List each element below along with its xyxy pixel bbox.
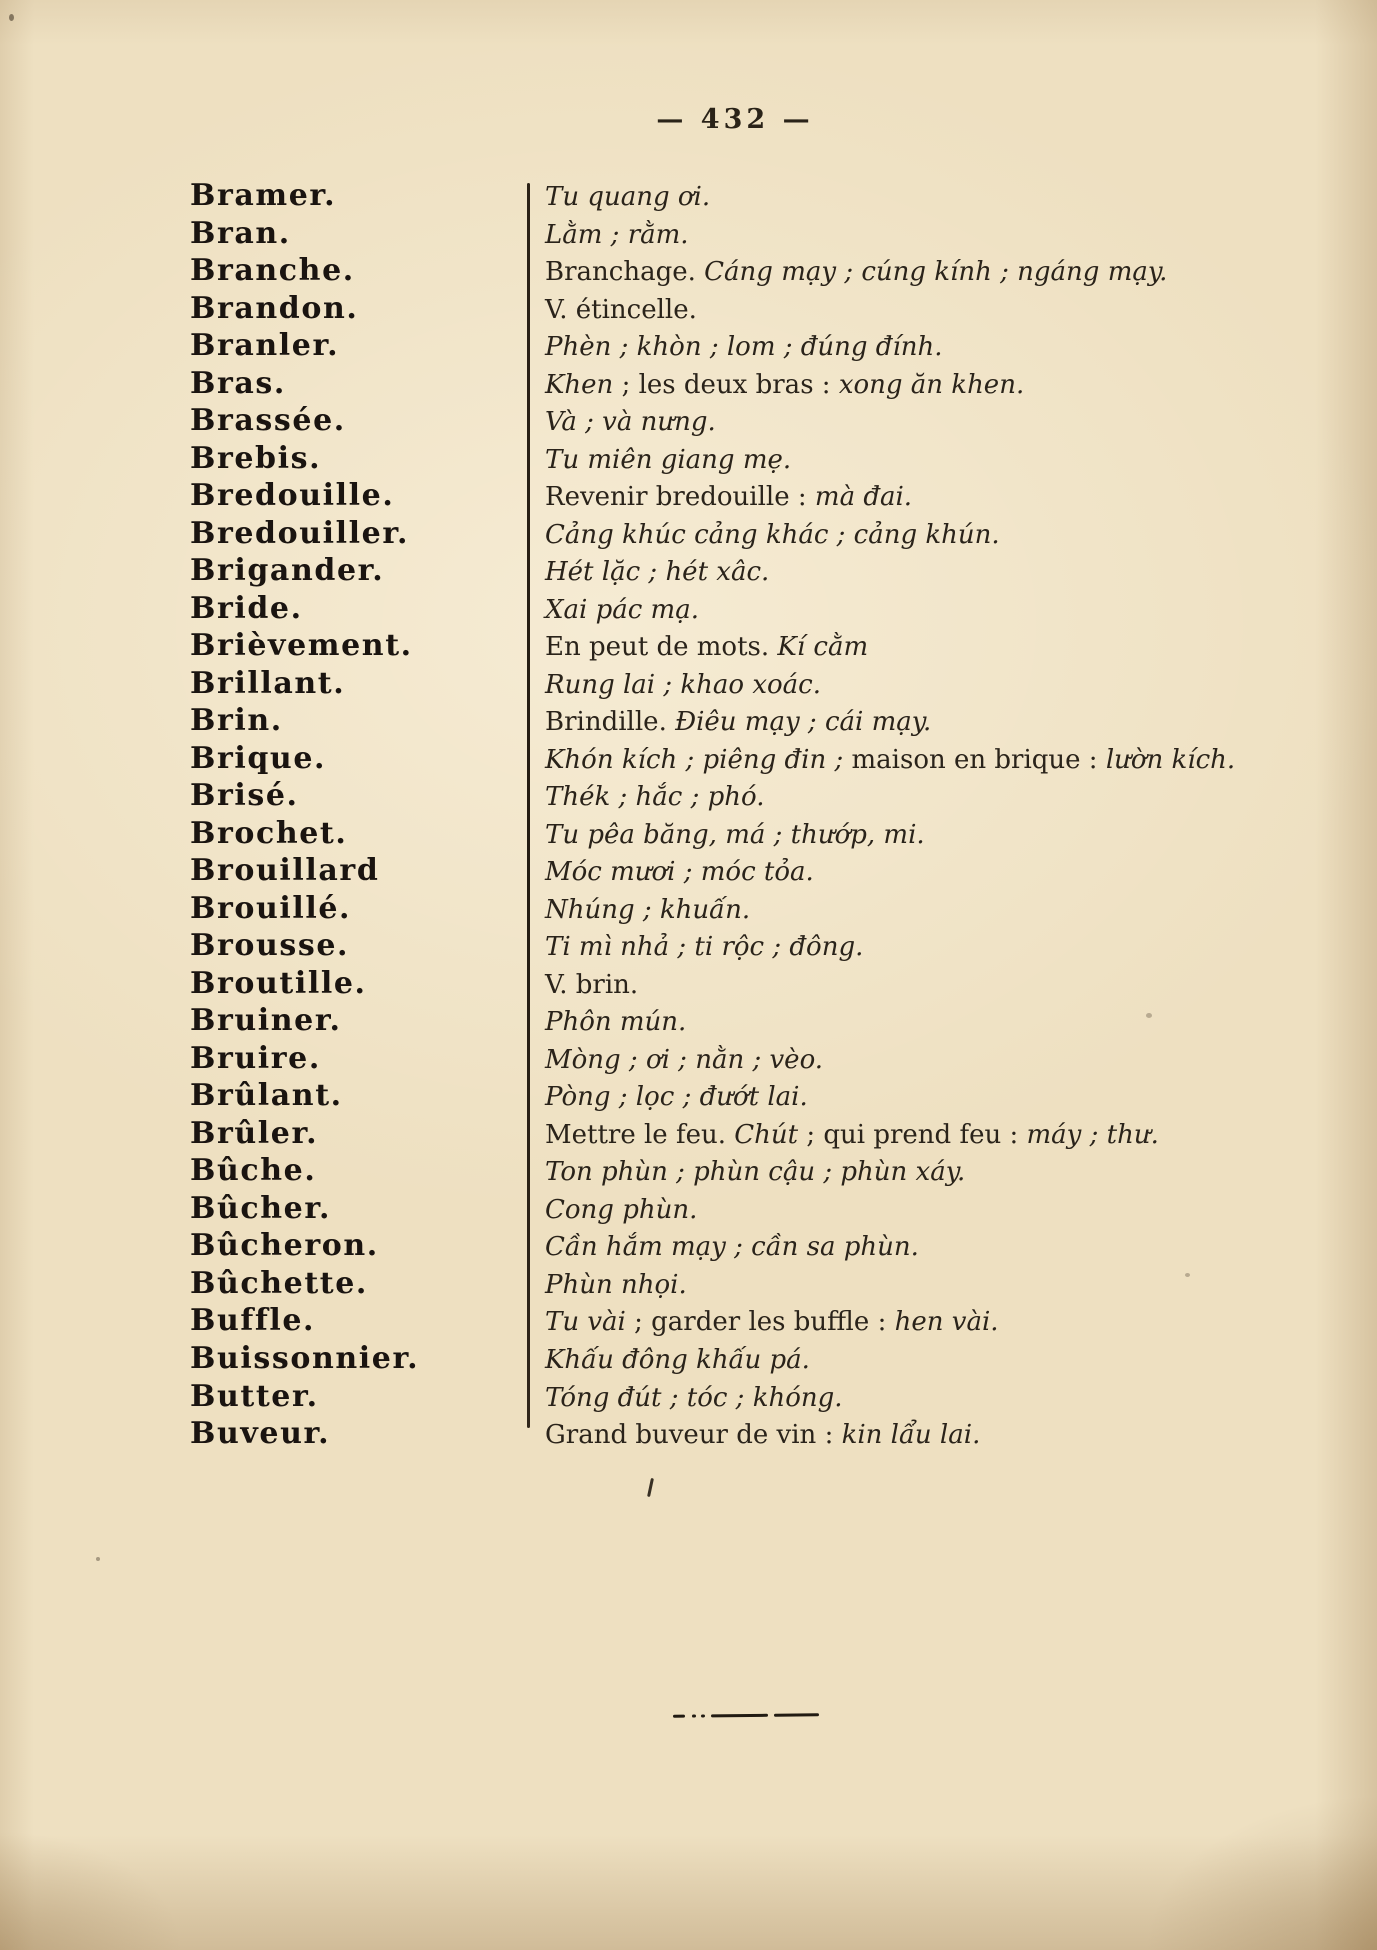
paper-speck — [96, 1557, 100, 1561]
definition-french-segment: V. étincelle. — [545, 294, 697, 325]
dictionary-entry-row — [190, 1077, 1280, 1115]
definition-native-segment: Điêu mạy ; cái mạy. — [675, 707, 932, 738]
dictionary-entry-row — [190, 1340, 1280, 1378]
dictionary-entry-row — [190, 965, 1280, 1003]
headword-french: Brouillard — [190, 853, 380, 889]
definition-native-segment: Cáng mạy ; cúng kính ; ngáng mạy. — [704, 257, 1168, 288]
definition-native-segment: Hét lặc ; hét xâc. — [545, 557, 770, 588]
headword-french: Bruire. — [190, 1040, 321, 1076]
dictionary-entry-row — [190, 365, 1280, 403]
definition-french-segment: Mettre le feu. — [545, 1119, 735, 1150]
dictionary-entry-row — [190, 890, 1280, 928]
definition-text — [527, 1079, 1280, 1117]
definition-text — [527, 667, 1280, 705]
definition-text — [527, 1342, 1280, 1380]
dictionary-entry-row — [190, 702, 1280, 740]
dictionary-entry-row — [190, 590, 1280, 628]
definition-text — [527, 404, 1280, 442]
headword-french: Bredouiller. — [190, 515, 410, 551]
definition-text — [527, 179, 1280, 217]
headword-french: Brebis. — [190, 440, 322, 476]
definition-french-segment: ; garder les buffle : — [625, 1307, 895, 1338]
headword-french: Brigander. — [190, 553, 385, 589]
dictionary-entry-row — [190, 1227, 1280, 1265]
headword-french: Brillant. — [190, 665, 346, 701]
definition-native-segment: Phôn mún. — [545, 1007, 687, 1038]
definition-native-segment: Xai pác mạ. — [545, 594, 699, 625]
definition-native-segment: Và ; và nưng. — [545, 407, 716, 438]
paper-speck — [1146, 1013, 1152, 1018]
headword-french: Bramer. — [190, 178, 337, 213]
definition-native-segment: Tu pêa băng, má ; thướp, mi. — [545, 819, 925, 850]
dictionary-entry-row — [190, 440, 1280, 478]
definition-text — [527, 854, 1280, 892]
dictionary-entry-row — [190, 1378, 1280, 1416]
dictionary-entry-row — [190, 740, 1280, 778]
definition-text — [527, 1004, 1280, 1042]
definition-text — [527, 592, 1280, 630]
definition-native-segment: Chút — [734, 1119, 799, 1150]
definition-native-segment: Pòng ; lọc ; đướt lai. — [545, 1082, 808, 1113]
headword-french: Brièvement. — [190, 628, 413, 664]
definition-french-segment: Revenir bredouille : — [545, 482, 815, 513]
dictionary-entry-row — [190, 927, 1280, 965]
definition-text — [527, 1154, 1280, 1192]
dictionary-entry-row — [190, 402, 1280, 440]
definition-native-segment: Phèn ; khòn ; lom ; đúng đính. — [545, 332, 943, 363]
dictionary-entry-row — [190, 177, 1280, 215]
dictionary-entry-row — [190, 327, 1280, 365]
definition-text — [527, 517, 1280, 555]
definition-text — [527, 292, 1280, 330]
ink-stray-mark — [647, 1478, 654, 1497]
definition-native-segment: Ti mì nhả ; ti rộc ; đông. — [545, 932, 864, 963]
headword-french: Bruiner. — [190, 1003, 342, 1039]
headword-french: Bran. — [190, 215, 291, 251]
dictionary-entry-row — [190, 1415, 1280, 1453]
definition-native-segment: Ton phùn ; phùn cậu ; phùn xáy. — [545, 1157, 966, 1188]
definition-french-segment: Branchage. — [545, 257, 705, 288]
headword-french: Brisé. — [190, 778, 299, 814]
dictionary-entry-row — [190, 1040, 1280, 1078]
definition-native-segment: Nhúng ; khuấn. — [545, 894, 751, 925]
headword-french: Bûche. — [190, 1153, 317, 1189]
definition-french-segment: En peut de mots. — [545, 632, 778, 663]
definition-native-segment: Móc mươi ; móc tỏa. — [545, 857, 814, 888]
definition-native-segment: Cảng khúc cảng khác ; cảng khún. — [545, 519, 1000, 550]
headword-french: Branler. — [190, 328, 340, 364]
definition-text — [527, 929, 1280, 967]
dictionary-entry-row — [190, 627, 1280, 665]
definition-native-segment: Rung lai ; khao xoác. — [545, 669, 821, 700]
headword-french: Buissonnier. — [190, 1340, 420, 1376]
headword-french: Bredouille. — [190, 478, 395, 514]
entry-rows — [190, 177, 1280, 1453]
definition-native-segment: lườn kích. — [1105, 744, 1236, 775]
definition-french-segment: Brindille. — [545, 707, 676, 738]
definition-native-segment: Tu vài — [545, 1307, 626, 1338]
definition-native-segment: Khón kích ; piêng đin ; — [545, 744, 852, 775]
definition-native-segment: Tu miên giang mẹ. — [545, 444, 792, 475]
definition-text — [527, 1117, 1280, 1155]
headword-french: Brique. — [190, 740, 327, 776]
headword-french: Brousse. — [190, 928, 350, 964]
entry-table — [190, 177, 1280, 1453]
headword-french: Bûchette. — [190, 1265, 368, 1301]
headword-french: Bûcher. — [190, 1190, 332, 1226]
page-number: — 432 — — [656, 104, 814, 135]
headword-french: Buffle. — [190, 1303, 316, 1339]
headword-french: Bûcheron. — [190, 1228, 379, 1264]
definition-text — [527, 629, 1280, 667]
definition-native-segment: Khen — [545, 369, 614, 400]
definition-text — [527, 554, 1280, 592]
dictionary-entry-row — [190, 515, 1280, 553]
dictionary-entry-row — [190, 552, 1280, 590]
definition-french-segment: maison en brique : — [851, 744, 1106, 775]
definition-text — [527, 704, 1280, 742]
definition-native-segment: kin lẩu lai. — [841, 1420, 981, 1451]
definition-text — [527, 1192, 1280, 1230]
definition-text — [527, 1417, 1280, 1455]
headword-french: Brûlant. — [190, 1078, 343, 1114]
definition-text — [527, 254, 1280, 292]
definition-native-segment: Kí cằm — [777, 632, 869, 663]
definition-native-segment: Phùn nhọi. — [545, 1269, 687, 1300]
definition-text — [527, 1042, 1280, 1080]
dictionary-entry-row — [190, 1302, 1280, 1340]
dictionary-entry-row — [190, 1190, 1280, 1228]
headword-french: Brassée. — [190, 403, 346, 439]
definition-native-segment: Thék ; hắc ; phó. — [545, 782, 765, 813]
definition-text — [527, 742, 1280, 780]
definition-text — [527, 479, 1280, 517]
definition-french-segment: V. brin. — [545, 969, 639, 1000]
headword-french: Bras. — [190, 365, 286, 401]
definition-text — [527, 1229, 1280, 1267]
column-divider-rule — [527, 183, 530, 1428]
definition-text — [527, 967, 1280, 1005]
definition-text — [527, 217, 1280, 255]
dictionary-entry-row — [190, 477, 1280, 515]
definition-native-segment: Lằm ; rằm. — [545, 219, 689, 250]
paper-speck — [1185, 1273, 1190, 1277]
headword-french: Brouillé. — [190, 890, 352, 926]
paper-speck — [9, 14, 14, 21]
headword-french: Brandon. — [190, 290, 359, 326]
dictionary-entry-row — [190, 1115, 1280, 1153]
dictionary-entry-row — [190, 1152, 1280, 1190]
headword-french: Bride. — [190, 590, 303, 626]
definition-french-segment: ; qui prend feu : — [798, 1119, 1027, 1150]
dictionary-entry-row — [190, 290, 1280, 328]
definition-native-segment: Tóng đút ; tóc ; khóng. — [545, 1382, 843, 1413]
dictionary-entry-row — [190, 215, 1280, 253]
definition-text — [527, 892, 1280, 930]
definition-native-segment: Tu quang ơi. — [545, 182, 711, 212]
dictionary-entry-row — [190, 1002, 1280, 1040]
definition-text — [527, 442, 1280, 480]
definition-french-segment: ; les deux bras : — [613, 369, 839, 400]
definition-native-segment: máy ; thư. — [1026, 1119, 1159, 1150]
headword-french: Brûler. — [190, 1115, 319, 1151]
definition-text — [527, 367, 1280, 405]
definition-native-segment: hen vài. — [894, 1307, 999, 1338]
dictionary-entry-row — [190, 815, 1280, 853]
headword-french: Butter. — [190, 1378, 319, 1414]
definition-native-segment: Mòng ; ơi ; nằn ; vèo. — [545, 1044, 824, 1075]
definition-native-segment: Khấu đông khấu pá. — [545, 1344, 810, 1375]
dictionary-entry-row — [190, 252, 1280, 290]
definition-native-segment: mà đai. — [814, 482, 913, 513]
definition-native-segment: Cong phùn. — [545, 1194, 698, 1225]
dictionary-entry-row — [190, 852, 1280, 890]
definition-text — [527, 817, 1280, 855]
definition-french-segment: Grand buveur de vin : — [545, 1420, 842, 1451]
definition-native-segment: xong ăn khen. — [838, 369, 1025, 400]
headword-french: Brin. — [190, 703, 283, 739]
definition-native-segment: Cần hắm mạy ; cần sa phùn. — [545, 1232, 919, 1263]
dictionary-entry-row — [190, 777, 1280, 815]
definition-text — [527, 1267, 1280, 1305]
definition-text — [527, 1380, 1280, 1418]
definition-text — [527, 779, 1280, 817]
dictionary-entry-row — [190, 665, 1280, 703]
definition-text — [527, 1304, 1280, 1342]
headword-french: Broutille. — [190, 965, 367, 1001]
definition-text — [527, 329, 1280, 367]
headword-french: Branche. — [190, 253, 355, 289]
headword-french: Brochet. — [190, 815, 348, 851]
section-divider-rule — [673, 1712, 819, 1719]
dictionary-entry-row — [190, 1265, 1280, 1303]
headword-french: Buveur. — [190, 1416, 331, 1452]
